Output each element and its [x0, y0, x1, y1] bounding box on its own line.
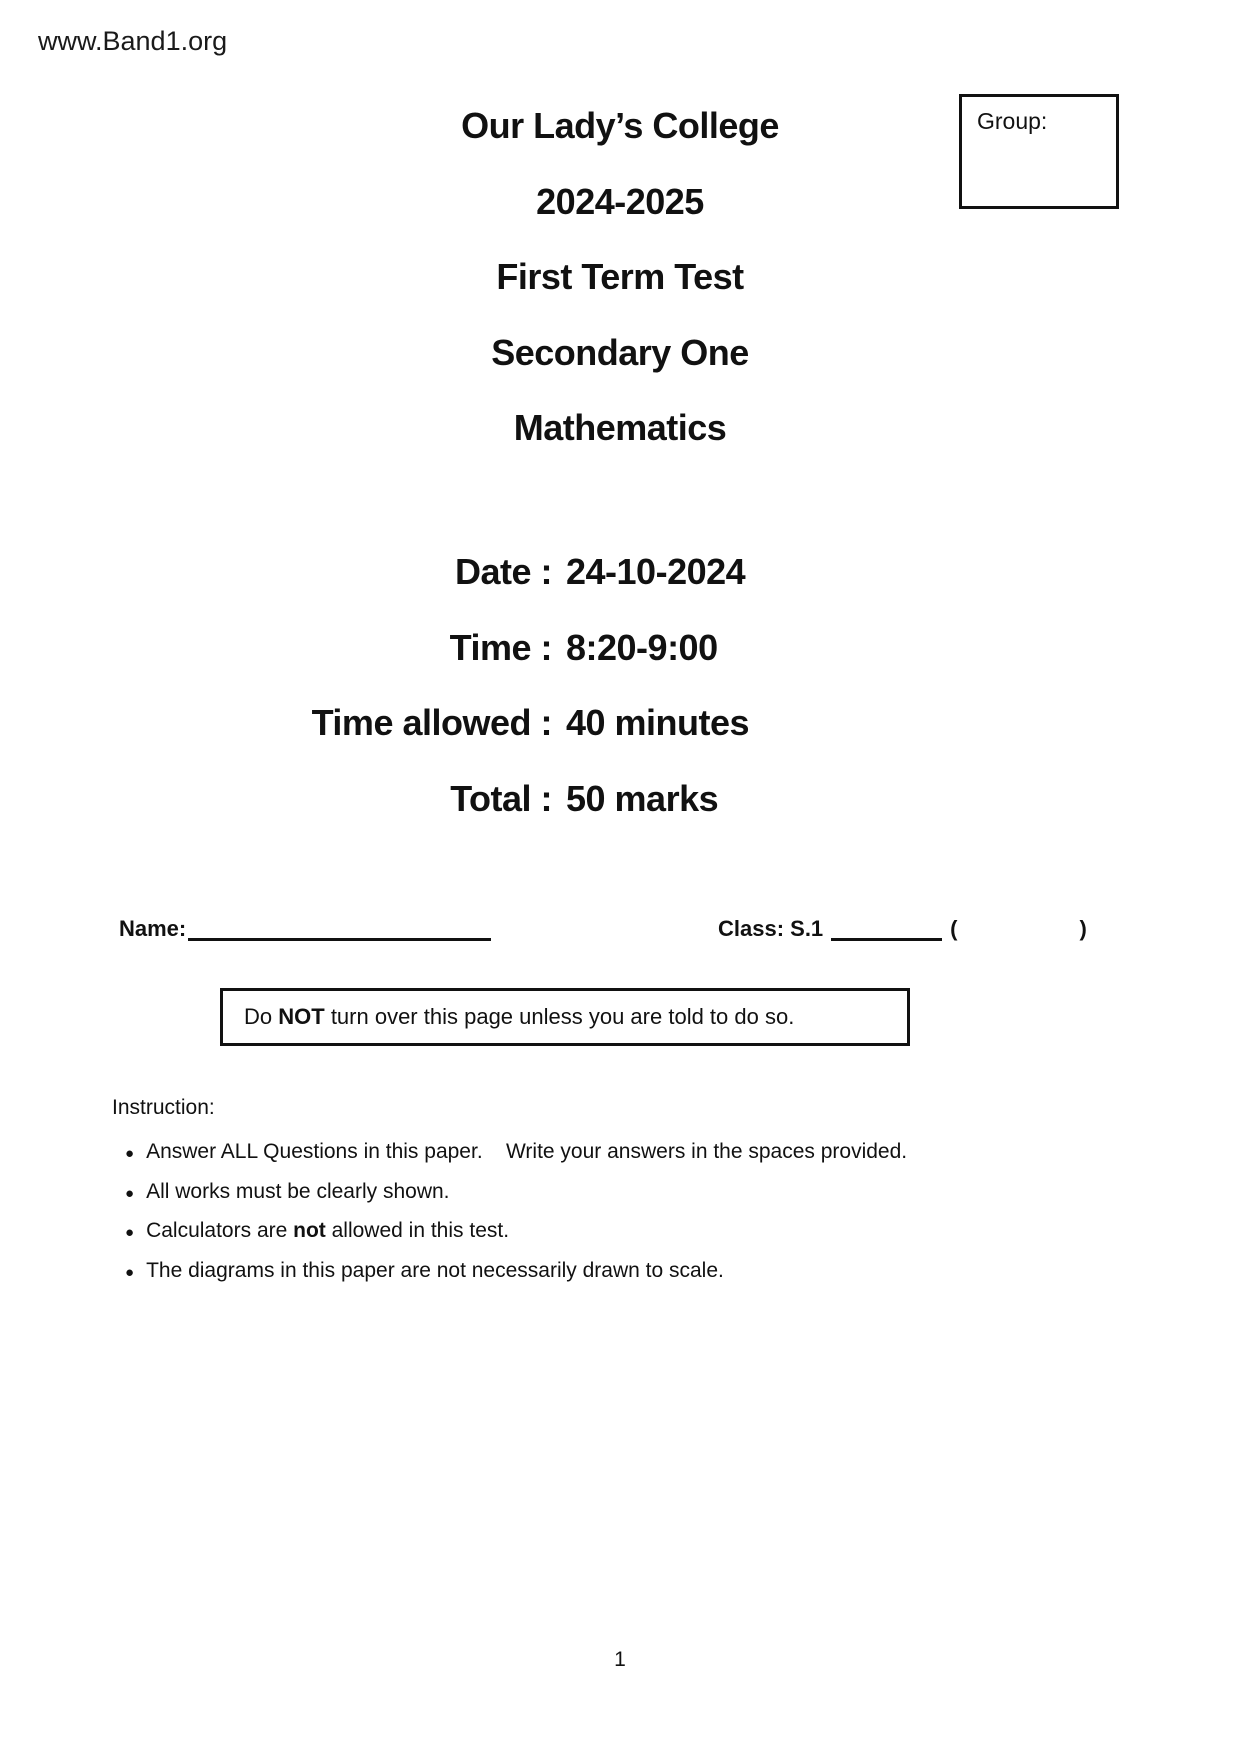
form-level: Secondary One: [491, 331, 749, 373]
detail-label: Total :: [450, 777, 552, 819]
school-year: 2024-2025: [536, 180, 704, 222]
bullet-icon: ●: [125, 1224, 135, 1242]
detail-value: 8:20-9:00: [566, 626, 718, 668]
bullet-icon: ●: [125, 1184, 135, 1202]
exam-title-block: [0, 88, 1240, 466]
detail-value: 50 marks: [566, 777, 719, 819]
subject-name: Mathematics: [513, 407, 727, 448]
name-fill-line: [188, 919, 491, 941]
instruction-text: [146, 1133, 907, 1171]
instruction-item: [112, 1212, 1122, 1252]
site-url-text: www.Band1.org: [38, 26, 228, 56]
class-fill-line: [831, 919, 942, 941]
detail-value: 40 minutes: [566, 702, 750, 743]
name-field: [119, 914, 491, 944]
instruction-text-bold: not: [293, 1219, 326, 1243]
instruction-text: [146, 1173, 449, 1211]
instruction-text-part: All works must be clearly shown.: [146, 1179, 450, 1203]
notice-bold: NOT: [278, 1004, 325, 1029]
page-number: 1: [614, 1648, 626, 1671]
instruction-text: [146, 1252, 724, 1290]
exam-name: First Term Test: [496, 256, 744, 297]
bullet-icon: ●: [125, 1145, 135, 1162]
group-label: Group:: [977, 108, 1048, 134]
detail-row-date: [0, 534, 1240, 610]
instruction-text: [146, 1212, 509, 1250]
instruction-text-part: Calculators are: [146, 1219, 294, 1243]
detail-label: Time :: [449, 626, 552, 668]
class-number-paren-close: ): [1079, 916, 1087, 941]
notice-text: [244, 1004, 794, 1030]
instruction-item: [112, 1252, 1122, 1292]
instructions-list: [112, 1133, 1122, 1291]
detail-row-total-marks: [0, 761, 1240, 837]
detail-row-time-allowed: [0, 685, 1240, 761]
instruction-item: [112, 1133, 1122, 1173]
detail-label: Date :: [454, 551, 552, 592]
school-name: Our Lady’s College: [461, 105, 779, 146]
detail-row-time: [0, 610, 1240, 686]
instruction-text-part: The diagrams in this paper are not necessarily drawn to scale.: [146, 1258, 724, 1282]
bullet-icon: ●: [125, 1263, 135, 1281]
name-label: Name:: [119, 916, 187, 941]
instructions-heading: Instruction:: [112, 1096, 215, 1119]
class-field: [718, 914, 1087, 944]
instruction-text-part: allowed in this test.: [325, 1219, 510, 1243]
detail-label: Time allowed :: [311, 702, 552, 743]
detail-value: 24-10-2024: [566, 551, 746, 592]
notice-suffix: turn over this page unless you are told to do so.: [324, 1004, 795, 1029]
instruction-text-part: Answer ALL Questions in this paper. Write your answers in the spaces provided.: [146, 1140, 908, 1163]
class-number-paren-open: (: [950, 916, 958, 941]
notice-prefix: Do: [244, 1004, 279, 1029]
class-label: Class: S.1: [718, 916, 824, 941]
do-not-turn-over-notice: [220, 988, 910, 1046]
student-identity-row: [0, 914, 1240, 958]
instruction-item: [112, 1173, 1122, 1213]
instructions-block: [112, 1094, 1122, 1291]
exam-details-block: [0, 534, 1240, 836]
